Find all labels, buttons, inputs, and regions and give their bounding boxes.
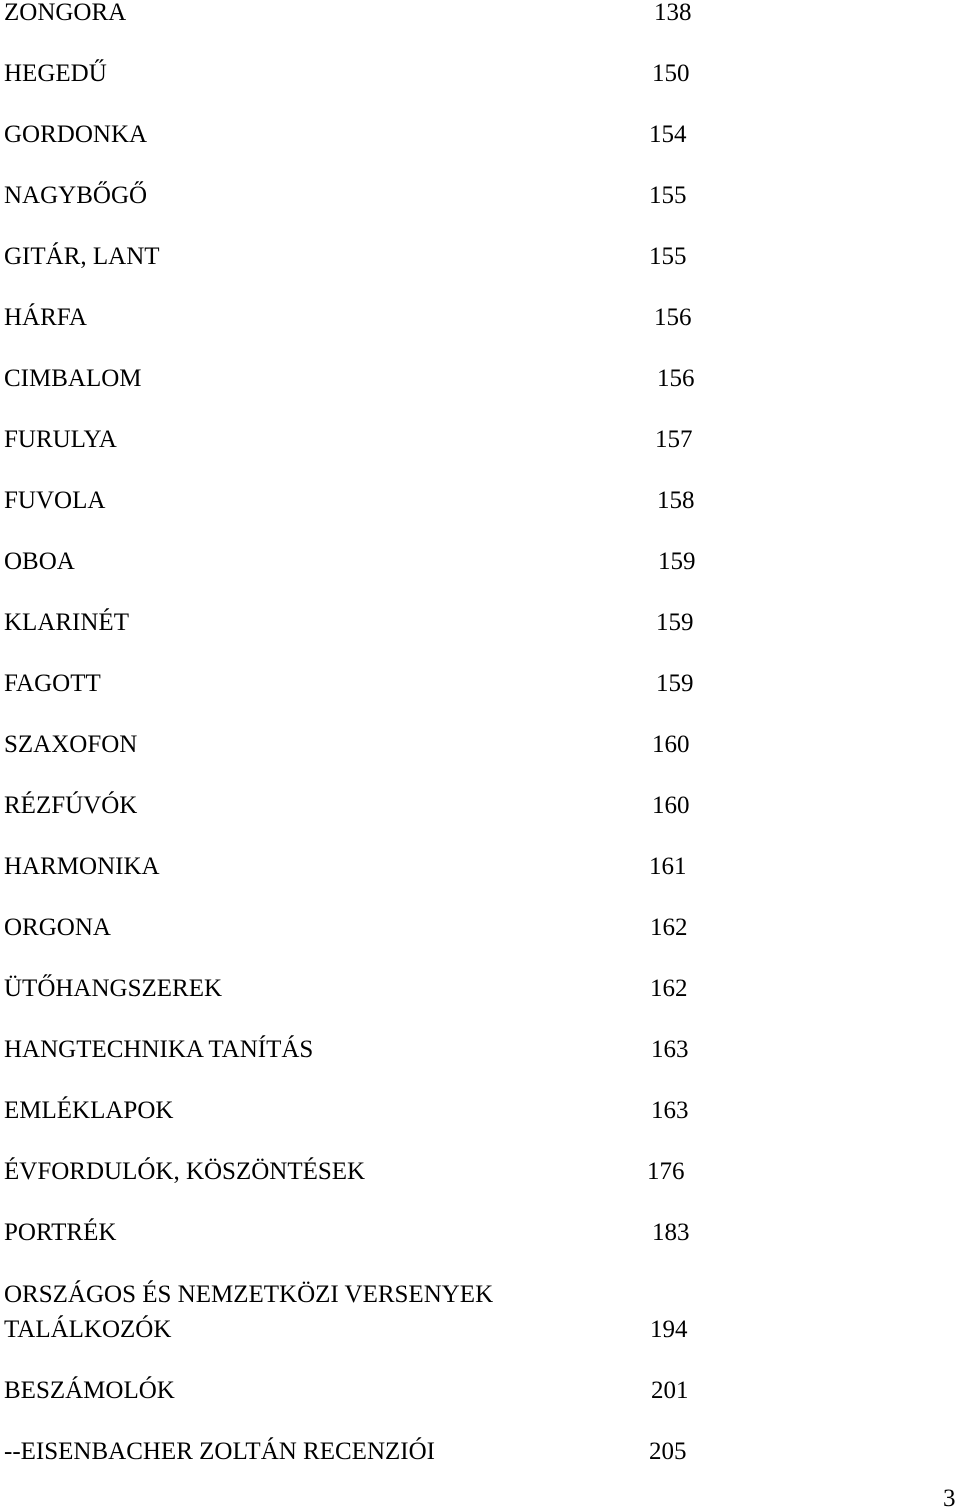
toc-entry-title: FUVOLA <box>4 487 106 514</box>
toc-entry-title: KLARINÉT <box>4 609 129 636</box>
toc-entry-page: 162 <box>650 975 688 1002</box>
toc-entry-page: 162 <box>650 914 688 941</box>
toc-entry-title: EMLÉKLAPOK <box>4 1097 174 1124</box>
toc-entry-title: HÁRFA <box>4 304 87 331</box>
toc-entry-title: NAGYBŐGŐ <box>4 182 148 209</box>
toc-entry-page: 160 <box>652 792 690 819</box>
toc-entry-title: ZONGORA <box>4 0 127 26</box>
toc-entry-page: 163 <box>651 1097 689 1124</box>
toc-entry-page: 183 <box>652 1219 690 1246</box>
toc-entry-page: 155 <box>649 182 687 209</box>
toc-entry-title: FURULYA <box>4 426 117 453</box>
toc-entry-page: 156 <box>654 304 692 331</box>
toc-entry-page: 159 <box>658 548 696 575</box>
toc-entry-page: 154 <box>649 121 687 148</box>
toc-entry-title: --EISENBACHER ZOLTÁN RECENZIÓI <box>4 1438 435 1465</box>
toc-entry-title: ÜTŐHANGSZEREK <box>4 975 223 1002</box>
toc-entry-title: BESZÁMOLÓK <box>4 1377 175 1404</box>
toc-entry-title: GITÁR, LANT <box>4 243 160 270</box>
toc-entry-page: 163 <box>651 1036 689 1063</box>
toc-entry-title: HANGTECHNIKA TANÍTÁS <box>4 1036 314 1063</box>
toc-entry-page: 194 <box>650 1316 688 1343</box>
toc-entry-page: 138 <box>654 0 692 26</box>
toc-entry-title: PORTRÉK <box>4 1219 117 1246</box>
toc-entry-page: 156 <box>657 365 695 392</box>
toc-entry-page: 157 <box>655 426 693 453</box>
toc-entry-title: GORDONKA <box>4 121 148 148</box>
toc-entry-page: 159 <box>656 609 694 636</box>
toc-entry-page: 158 <box>657 487 695 514</box>
toc-entry-title: TALÁLKOZÓK <box>4 1316 172 1343</box>
toc-entry-page: 176 <box>647 1158 685 1185</box>
toc-entry-page: 160 <box>652 731 690 758</box>
toc-entry-title: HARMONIKA <box>4 853 160 880</box>
toc-entry-title: HEGEDŰ <box>4 60 107 87</box>
toc-entry-page: 205 <box>649 1438 687 1465</box>
toc-entry-title: SZAXOFON <box>4 731 138 758</box>
toc-entry-page: 161 <box>649 853 687 880</box>
toc-entry-page: 159 <box>656 670 694 697</box>
toc-entry-title: OBOA <box>4 548 75 575</box>
toc-entry-title: ORGONA <box>4 914 111 941</box>
toc-entry-page: 150 <box>652 60 690 87</box>
toc-entry-title: ORSZÁGOS ÉS NEMZETKÖZI VERSENYEK <box>4 1281 494 1308</box>
toc-entry-page: 155 <box>649 243 687 270</box>
toc-entry-page: 201 <box>651 1377 689 1404</box>
toc-entry-title: CIMBALOM <box>4 365 142 392</box>
page-number: 3 <box>943 1485 956 1512</box>
toc-entry-title: FAGOTT <box>4 670 101 697</box>
toc-entry-title: ÉVFORDULÓK, KÖSZÖNTÉSEK <box>4 1158 366 1185</box>
toc-entry-title: RÉZFÚVÓK <box>4 792 138 819</box>
